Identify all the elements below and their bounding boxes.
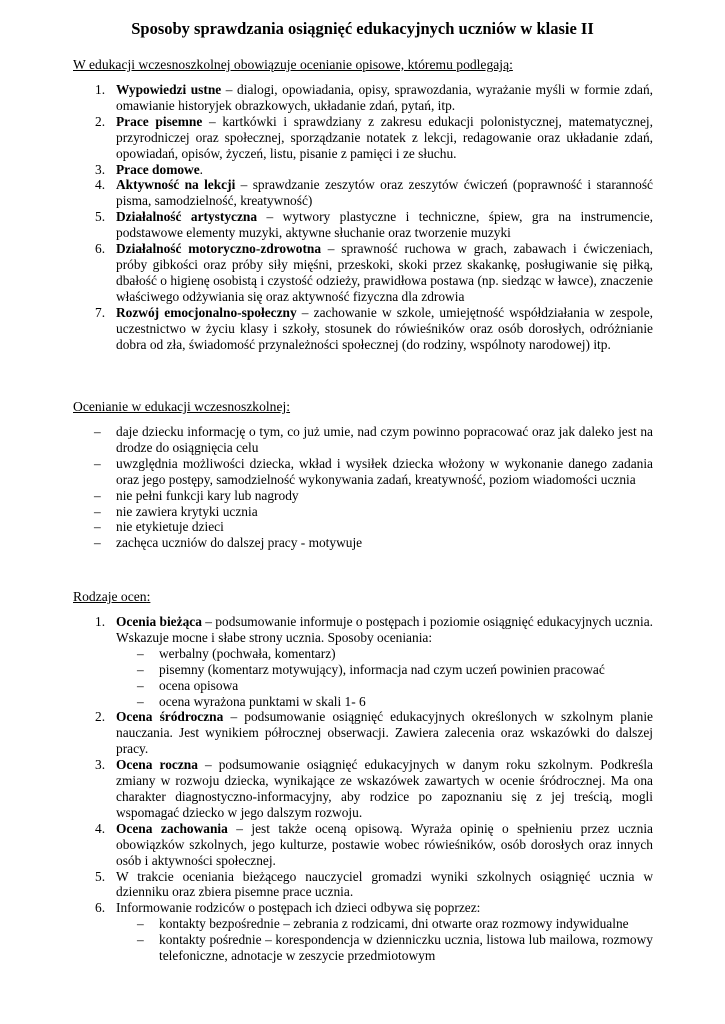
sub-list (116, 916, 653, 964)
list-item: 5. W trakcie oceniania bieżącego nauczyciel gromadzi wyniki szkolnych osiągnięć ucznia w dzienniku oraz zbiera pisemne prace ucznia. (95, 868, 653, 900)
list-item: – nie etykietuje dzieci (94, 519, 224, 535)
list-item: 4. Ocena zachowania – jest także oceną opisową. Wyraża opinię o spełnieniu przez ucznia obowiązków szkolnych, jego kulturze, postawie wobec rówieśników, osób dorosłych oraz innych osób i aktywności społecznej. (95, 820, 653, 868)
list-item: 3. Ocena roczna – podsumowanie osiągnięć edukacyjnych w danym roku szkolnym. Podkreśla zmiany w rozwoju dziecka, wynikające ze wskazówek zawartych w ocenie śródrocznej. Ma ona charakter diagnostyczno-informacyjny, aby rodzice po zapoznaniu się z jej treścią, mogli wspomagać dziecko w jego dalszym rozwoju. (95, 757, 653, 820)
list-item: 2. Ocena śródroczna – podsumowanie osiągnięć edukacyjnych określonych w szkolnym planie nauczania. Jest wynikiem półrocznej obserwacji. Zawiera zalecenia oraz wskazówki do dalszej pracy. (95, 709, 653, 757)
list-item: 3. Prace domowe. (95, 161, 204, 177)
list-item: – daje dziecku informację o tym, co już umie, nad czym powinno popracować oraz jak daleko jest na drodze do osiągnięcia celu (94, 424, 653, 455)
assessment-forms-list (73, 82, 653, 352)
sub-list-item: – kontakty bezpośrednie – zebrania z rodzicami, dni otwarte oraz rozmowy indywidualne (137, 916, 629, 932)
sub-list-item: – ocena wyrażona punktami w skali 1- 6 (137, 693, 366, 709)
list-item: 1. Ocenia bieżąca – podsumowanie informuje o postępach i poziomie osiągnięć edukacyjnych ucznia. Wskazuje mocne i słabe strony ucznia. Sposoby oceniania: – werbalny (pochwała, komentarz) – pisemny (komentarz motywujący), informacja nad czym uczeń powinien pracować – ocena opisowa – ocena wyrażona punktami w skali 1- 6 (95, 614, 653, 709)
grade-types-list (73, 614, 653, 964)
list-item: 5. Działalność artystyczna – wytwory plastyczne i techniczne, śpiew, gra na instrumencie, podstawowe elementy muzyki, aktywne słuchanie oraz tworzenie muzyki (95, 209, 653, 241)
list-item: 2. Prace pisemne – kartkówki i sprawdziany z zakresu edukacji polonistycznej, matematycznej, przyrodniczej oraz społecznej, sporządzanie notatek z lekcji, redagowanie oraz układanie zdań, opowiadań, opisów, życzeń, listu, pisanie z pamięci i ze słuchu. (95, 113, 653, 161)
list-item: 6. Informowanie rodziców o postępach ich dzieci odbywa się poprzez: – kontakty bezpośrednie – zebrania z rodzicami, dni otwarte oraz rozmowy indywidualne – kontakty pośrednie – korespondencja w dzienniczku ucznia, listowa lub mailowa, rozmowy telefoniczne, adnotacje w zeszycie przedmiotowym (95, 900, 653, 964)
sub-list-item: – pisemny (komentarz motywujący), informacja nad czym uczeń powinien pracować (137, 661, 605, 677)
sub-list (116, 646, 653, 710)
early-education-list (73, 424, 653, 551)
list-item: – zachęca uczniów do dalszej pracy - motywuje (94, 535, 363, 551)
list-item: – nie zawiera krytyki ucznia (94, 503, 258, 519)
list-item: 7. Rozwój emocjonalno-społeczny – zachowanie w szkole, umiejętność współdziałania w zespole, uczestnictwo w życiu klasy i szkoły, stosunek do rówieśników oraz osób dorosłych, odróżnianie dobra od zła, świadomość przynależności społecznej (do rodziny, wspólnoty narodowej) itp. (95, 304, 653, 352)
sub-list-item: – ocena opisowa (137, 677, 239, 693)
section-heading-assessment-forms: W edukacji wczesnoszkolnej obowiązuje ocenianie opisowe, któremu podlegają: (73, 57, 513, 72)
document-title: Sposoby sprawdzania osiągnięć edukacyjnych uczniów w klasie II (131, 19, 594, 38)
list-item: – uwzględnia możliwości dziecka, wkład i wysiłek dziecka włożony w wykonanie danego zadania oraz jego postępy, samodzielność wykonywania zadań, kreatywność, poziom wiadomości ucznia (94, 455, 653, 487)
list-item: 4. Aktywność na lekcji – sprawdzanie zeszytów oraz zeszytów ćwiczeń (poprawność i staranność pisma, samodzielność, kreatywność) (95, 177, 653, 209)
sub-list-item: – werbalny (pochwała, komentarz) (137, 645, 336, 661)
list-item: 1. Wypowiedzi ustne – dialogi, opowiadania, opisy, sprawozdania, wyrażanie myśli w formie zdań, omawianie historyjek obrazkowych, układanie zdań, pytań, itp. (95, 82, 653, 113)
sub-list-item: – kontakty pośrednie – korespondencja w dzienniczku ucznia, listowa lub mailowa, rozmowy telefoniczne, adnotacje w zeszycie przedmiotowym (137, 932, 653, 964)
section-heading-grade-types: Rodzaje ocen: (73, 589, 151, 604)
section-heading-early-education: Ocenianie w edukacji wczesnoszkolnej: (73, 399, 291, 414)
list-item: 6. Działalność motoryczno-zdrowotna – sprawność ruchowa w grach, zabawach i ćwiczeniach, próby gibkości oraz próby siły mięśni, przeskoki, skoki przez skakankę, posługiwanie się piłką, dbałość o higienę osobistą i czystość odzieży, prawidłowa postawa (np. siedząc w ławce), znaczenie właściwego odżywiania się oraz aktywność fizyczna dla zdrowia (95, 241, 653, 304)
list-item: – nie pełni funkcji kary lub nagrody (94, 487, 299, 503)
